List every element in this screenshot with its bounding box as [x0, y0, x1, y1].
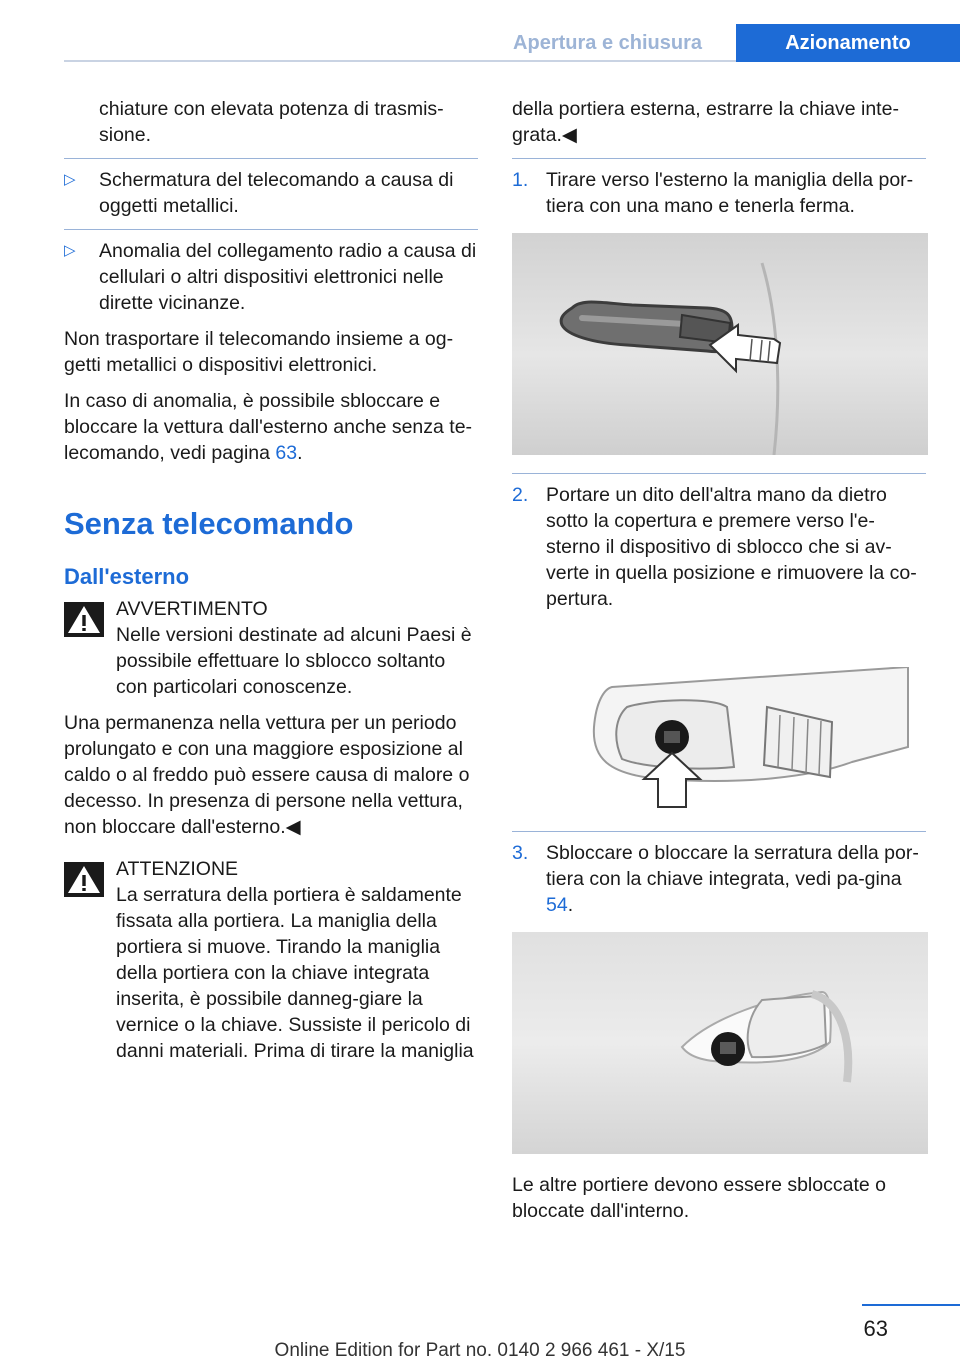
- paragraph: [64, 388, 478, 466]
- step-number: 3.: [512, 842, 529, 864]
- triangle-bullet-icon: ▷: [64, 171, 76, 188]
- step-text: [546, 842, 919, 916]
- step-item: [512, 482, 926, 612]
- list-item-text: Anomalia del collegamento radio a causa di cellulari o altri dispositivi elettronici nelle dirette vicinanze.: [99, 240, 477, 314]
- bullet-separator: [64, 158, 478, 159]
- page-number-rule: [862, 1304, 960, 1306]
- step-text: Tirare verso l'esterno la maniglia della por-tiera con una mano e tenerla ferma.: [546, 169, 914, 217]
- left-column: [64, 96, 478, 1074]
- caution-text: La serratura della portiera è saldamente fissata alla portiera. La maniglia della portiera si muove. Tirando la maniglia della portiera con la chiave integrata inserita, è possibile danneg-giare la vernice o la chiave. Sussiste il pericolo di danni materiali. Prima di tirare la maniglia: [116, 884, 474, 1062]
- list-item: [64, 238, 478, 316]
- triangle-bullet-icon: ▷: [64, 242, 76, 259]
- warning-icon: [64, 602, 104, 637]
- closing-paragraph: Le altre portiere devono essere sbloccate o bloccate dall'interno.: [512, 1174, 886, 1222]
- warning-icon: [64, 862, 104, 897]
- subsection-heading: Dall'esterno: [64, 564, 190, 589]
- header-section-title[interactable]: Apertura e chiusura: [513, 32, 702, 54]
- step-separator: [512, 831, 926, 832]
- right-column: [512, 96, 926, 1234]
- caution-title: ATTENZIONE: [116, 858, 239, 880]
- door-handle-image: [512, 233, 928, 455]
- online-edition-footer: Online Edition for Part no. 0140 2 966 461 - X/15: [274, 1340, 686, 1361]
- step-number: 2.: [512, 484, 529, 506]
- section-heading: Senza telecomando: [64, 506, 354, 541]
- step-number: 1.: [512, 169, 529, 191]
- header-active-tab[interactable]: Azionamento: [736, 24, 960, 62]
- continued-bullet-text: chiature con elevata potenza di trasmis-sione.: [99, 98, 444, 146]
- bullet-separator: [64, 229, 478, 230]
- paragraph-text: In caso di anomalia, è possibile sbloccare e bloccare la vettura dall'esterno anche senza te-lecomando, vedi pagina: [64, 390, 473, 464]
- warning-title: AVVERTIMENTO: [116, 598, 268, 620]
- page-link-63[interactable]: 63: [275, 442, 298, 464]
- step-item: [512, 840, 926, 918]
- step-text-part: Sbloccare o bloccare la serratura della por-tiera con la chiave integrata, vedi pa-gina: [546, 842, 919, 890]
- paragraph-text: .: [297, 442, 303, 464]
- continued-text: della portiera esterna, estrarre la chiave inte-grata.◀: [512, 98, 899, 146]
- unlock-mechanism-image: [512, 667, 928, 813]
- step-item: [512, 167, 926, 219]
- page-number: 63: [863, 1316, 888, 1341]
- door-lock-image: [512, 932, 928, 1154]
- list-item: [64, 167, 478, 219]
- caution-block: [64, 856, 478, 1064]
- warning-block: [64, 596, 478, 700]
- step-separator: [512, 158, 926, 159]
- list-item-text: Schermatura del telecomando a causa di oggetti metallici.: [99, 169, 454, 217]
- step-text: Portare un dito dell'altra mano da dietro sotto la copertura e premere verso l'e-sterno il dispositivo di sblocco che si av-verte in quella posizione e rimuovere la co-pertura.: [546, 484, 917, 610]
- paragraph: Una permanenza nella vettura per un periodo prolungato e con una maggiore esposizione al caldo o al freddo può essere causa di malore o decesso. In presenza di persone nella vettura, non bloccare dall'esterno.◀: [64, 712, 470, 838]
- step-text-part: .: [567, 894, 574, 916]
- paragraph: Non trasportare il telecomando insieme a og-getti metallici o dispositivi elettronici.: [64, 328, 454, 376]
- page-link-54[interactable]: 54: [546, 894, 568, 916]
- step-separator: [512, 473, 926, 474]
- warning-text: Nelle versioni destinate ad alcuni Paesi è possibile effettuare lo sblocco soltanto con particolari conoscenze.: [116, 624, 472, 698]
